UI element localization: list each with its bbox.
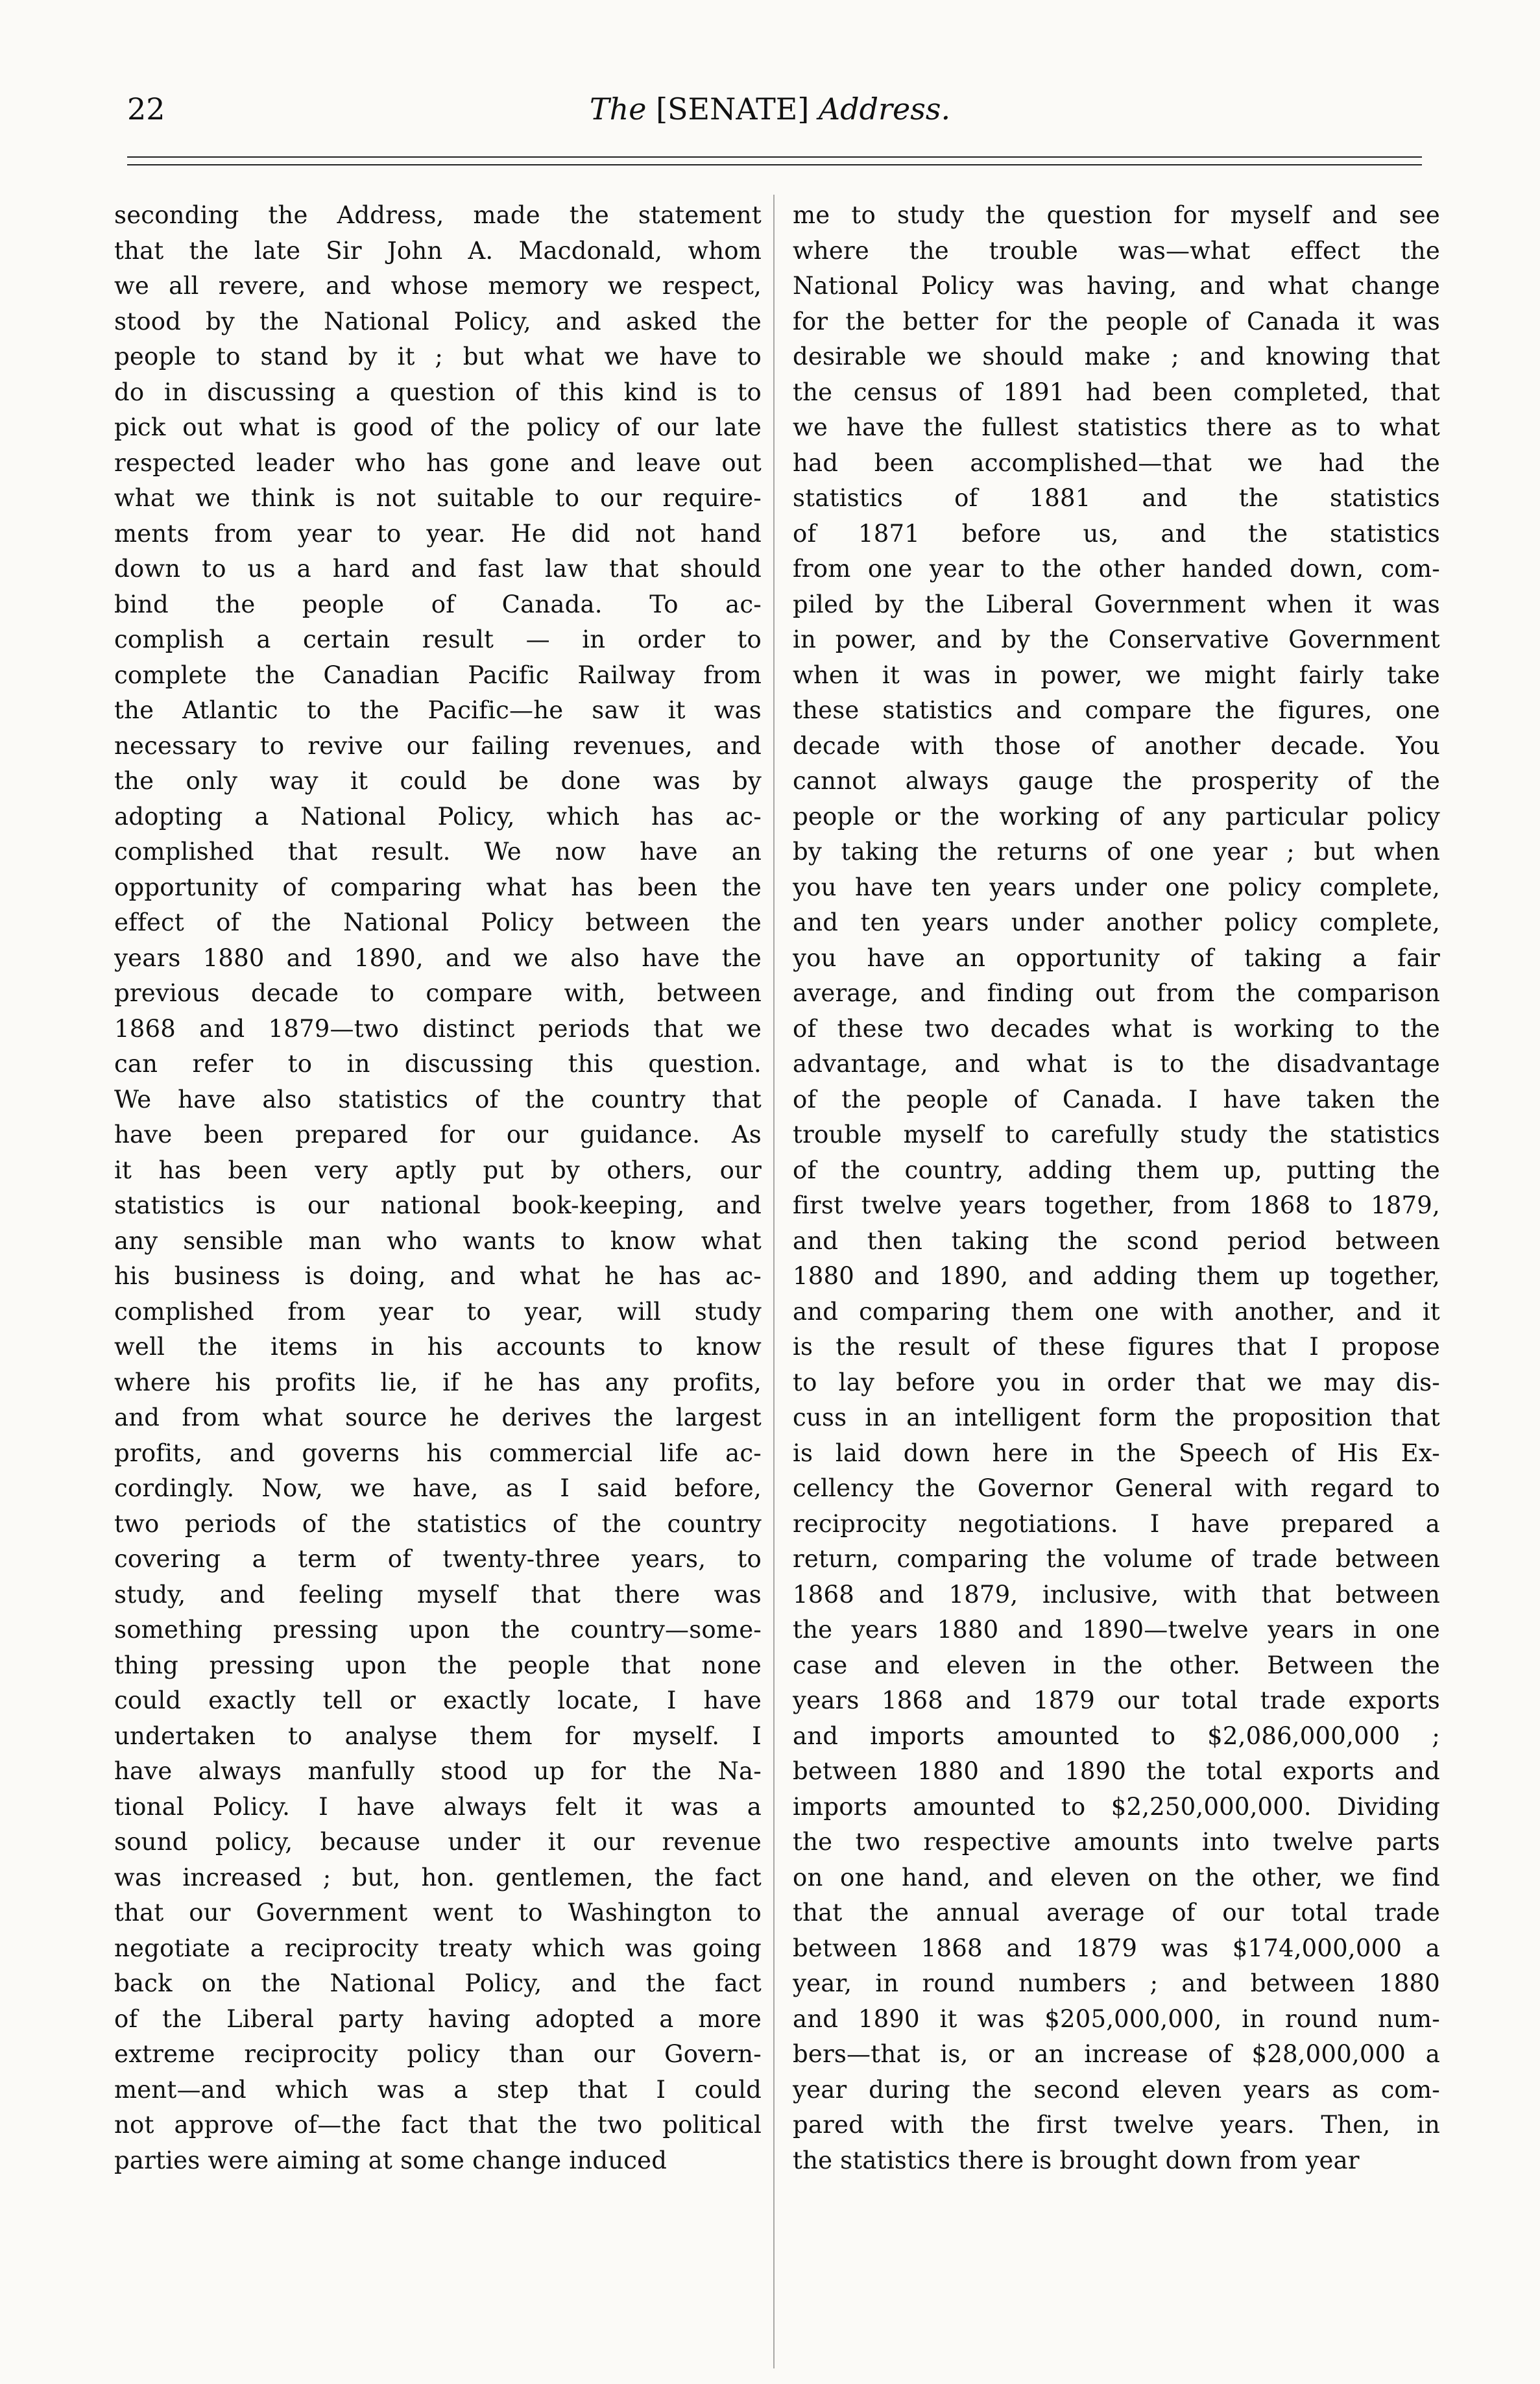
text-line: where the trouble was—what effect the	[793, 236, 1440, 265]
text-line: cellency the Governor General with regard to	[793, 1474, 1440, 1502]
text-line: is the result of these figures that I propose	[793, 1333, 1440, 1361]
text-line: previous decade to compare with, between	[114, 979, 762, 1007]
text-line: and from what source he derives the largest	[114, 1404, 762, 1431]
text-line: first twelve years together, from 1868 to 1879,	[793, 1191, 1440, 1219]
text-line: people to stand by it ; but what we have to	[114, 343, 762, 371]
text-line: back on the National Policy, and the fact	[114, 1969, 762, 1997]
text-line: his business is doing, and what he has ac-	[114, 1262, 762, 1290]
text-line: the years 1880 and 1890—twelve years in one	[793, 1616, 1440, 1644]
text-line: the Atlantic to the Pacific—he saw it was	[114, 696, 762, 724]
text-line: pared with the first twelve years. Then, in	[793, 2111, 1440, 2139]
text-line: average, and finding out from the comparison	[793, 979, 1440, 1007]
text-line: well the items in his accounts to know	[114, 1333, 762, 1361]
text-line: 1880 and 1890, and adding them up together,	[793, 1262, 1440, 1290]
text-line: and comparing them one with another, and it	[793, 1297, 1440, 1326]
text-line: desirable we should make ; and knowing that	[793, 343, 1440, 371]
text-line: cannot always gauge the prosperity of the	[793, 767, 1440, 795]
running-head-the: The	[589, 91, 647, 127]
text-line: have always manfully stood up for the Na-	[114, 1757, 762, 1785]
text-line: you have an opportunity of taking a fair	[793, 943, 1440, 972]
text-line: cordingly. Now, we have, as I said before,	[114, 1474, 762, 1502]
text-line: year during the second eleven years as com-	[793, 2075, 1440, 2104]
text-line: stood by the National Policy, and asked the	[114, 307, 762, 335]
text-line: it has been very aptly put by others, our	[114, 1156, 762, 1184]
text-line: not approve of—the fact that the two political	[114, 2111, 762, 2139]
text-line: years 1880 and 1890, and we also have the	[114, 943, 762, 972]
text-line: had been accomplished—that we had the	[793, 448, 1440, 477]
text-line: covering a term of twenty-three years, to	[114, 1545, 762, 1573]
text-line: reciprocity negotiations. I have prepared a	[793, 1509, 1440, 1538]
text-line: thing pressing upon the people that none	[114, 1651, 762, 1679]
text-line: between 1868 and 1879 was $174,000,000 a	[793, 1934, 1440, 1962]
text-line: complete the Canadian Pacific Railway from	[114, 661, 762, 689]
text-line: ments from year to year. He did not hand	[114, 519, 762, 548]
text-line: to lay before you in order that we may dis-	[793, 1368, 1440, 1396]
text-line: in power, and by the Conservative Government	[793, 626, 1440, 653]
text-line: the census of 1891 had been completed, that	[793, 378, 1440, 406]
text-line: statistics of 1881 and the statistics	[793, 484, 1440, 512]
text-line: imports amounted to $2,250,000,000. Dividing	[793, 1792, 1440, 1821]
text-line: year, in round numbers ; and between 1880	[793, 1969, 1440, 1997]
text-line: could exactly tell or exactly locate, I have	[114, 1686, 762, 1714]
text-line: complished from year to year, will study	[114, 1297, 762, 1326]
text-line: years 1868 and 1879 our total trade exports	[793, 1686, 1440, 1714]
header-rule-bottom	[127, 164, 1422, 165]
text-line: we have the fullest statistics there as to what	[793, 413, 1440, 441]
text-line: parties were aiming at some change induced	[114, 2146, 668, 2174]
text-line: and imports amounted to $2,086,000,000 ;	[793, 1721, 1440, 1750]
text-line: piled by the Liberal Government when it was	[793, 590, 1440, 618]
text-line: of these two decades what is working to the	[793, 1014, 1440, 1043]
text-line: that the annual average of our total trade	[793, 1899, 1440, 1927]
running-head-address: Address.	[818, 91, 951, 127]
text-line: decade with those of another decade. You	[793, 731, 1440, 760]
text-line: do in discussing a question of this kind is to	[114, 378, 762, 406]
column-divider	[773, 195, 775, 2368]
text-line: 1868 and 1879, inclusive, with that between	[793, 1580, 1440, 1609]
text-line: ment—and which was a step that I could	[114, 2075, 762, 2104]
text-line: the statistics there is brought down from year	[793, 2146, 1360, 2174]
text-line: any sensible man who wants to know what	[114, 1226, 762, 1255]
text-line: respected leader who has gone and leave out	[114, 448, 762, 477]
text-line: on one hand, and eleven on the other, we find	[793, 1863, 1440, 1891]
text-line: study, and feeling myself that there was	[114, 1580, 762, 1609]
text-line: of the Liberal party having adopted a more	[114, 2004, 762, 2033]
running-head-senate: [SENATE]	[656, 91, 810, 127]
text-line: something pressing upon the country—some-	[114, 1616, 762, 1644]
text-line: what we think is not suitable to our require-	[114, 484, 762, 512]
text-line: of 1871 before us, and the statistics	[793, 519, 1440, 548]
header-rule-top	[127, 156, 1422, 158]
text-line: adopting a National Policy, which has ac-	[114, 802, 762, 831]
text-line: where his profits lie, if he has any profits,	[114, 1368, 762, 1396]
text-line: 1868 and 1879—two distinct periods that we	[114, 1014, 762, 1043]
text-line: you have ten years under one policy complete,	[793, 873, 1440, 901]
text-line: and ten years under another policy complete,	[793, 908, 1440, 936]
text-line: sound policy, because under it our revenue	[114, 1828, 762, 1856]
text-line: when it was in power, we might fairly take	[793, 661, 1440, 689]
text-line: of the country, adding them up, putting the	[793, 1156, 1440, 1184]
text-line: We have also statistics of the country that	[114, 1085, 762, 1113]
text-line: and then taking the scond period between	[793, 1226, 1440, 1255]
text-line: for the better for the people of Canada it was	[793, 307, 1440, 335]
text-line: have been prepared for our guidance. As	[114, 1121, 762, 1149]
text-line: bind the people of Canada. To ac-	[114, 590, 762, 618]
text-line: cuss in an intelligent form the proposition that	[793, 1404, 1440, 1431]
text-line: negotiate a reciprocity treaty which was going	[114, 1934, 762, 1962]
text-line: we all revere, and whose memory we respect,	[114, 272, 762, 300]
text-line: complish a certain result — in order to	[114, 626, 762, 653]
text-line: that our Government went to Washington to	[114, 1899, 762, 1927]
text-line: is laid down here in the Speech of His Ex-	[793, 1439, 1440, 1467]
text-line: undertaken to analyse them for myself. I	[114, 1721, 762, 1750]
text-line: complished that result. We now have an	[114, 838, 762, 866]
text-line: people or the working of any particular policy	[793, 802, 1440, 831]
text-line: me to study the question for myself and see	[793, 201, 1440, 229]
text-line: statistics is our national book-keeping, and	[114, 1191, 762, 1219]
text-line: profits, and governs his commercial life ac-	[114, 1439, 762, 1467]
text-line: seconding the Address, made the statement	[114, 201, 762, 229]
text-line: case and eleven in the other. Between the	[793, 1651, 1440, 1679]
text-line: National Policy was having, and what change	[793, 272, 1440, 300]
right-text-column	[793, 198, 1440, 2178]
text-line: two periods of the statistics of the country	[114, 1509, 762, 1538]
text-line: advantage, and what is to the disadvantage	[793, 1050, 1440, 1078]
text-line: pick out what is good of the policy of our late	[114, 413, 762, 441]
running-head	[0, 91, 1540, 127]
text-line: from one year to the other handed down, com-	[793, 555, 1440, 583]
text-line: tional Policy. I have always felt it was a	[114, 1792, 762, 1821]
text-line: between 1880 and 1890 the total exports and	[793, 1757, 1440, 1785]
text-line: extreme reciprocity policy than our Govern-	[114, 2040, 762, 2068]
text-line: opportunity of comparing what has been the	[114, 873, 762, 901]
text-line: effect of the National Policy between the	[114, 908, 762, 936]
text-line: was increased ; but, hon. gentlemen, the fact	[114, 1863, 762, 1891]
page-number: 22	[127, 91, 165, 127]
text-line: return, comparing the volume of trade between	[793, 1545, 1440, 1573]
text-line: by taking the returns of one year ; but when	[793, 838, 1440, 866]
left-text-column	[114, 198, 762, 2178]
text-line: bers—that is, or an increase of $28,000,000 a	[793, 2040, 1440, 2068]
text-line: trouble myself to carefully study the statistics	[793, 1121, 1440, 1149]
text-line: the only way it could be done was by	[114, 767, 762, 795]
text-line: down to us a hard and fast law that should	[114, 555, 762, 583]
text-line: can refer to in discussing this question.	[114, 1050, 762, 1078]
text-line: necessary to revive our failing revenues, and	[114, 731, 762, 760]
text-line: and 1890 it was $205,000,000, in round num-	[793, 2004, 1440, 2033]
text-line: of the people of Canada. I have taken the	[793, 1085, 1440, 1113]
text-line: that the late Sir John A. Macdonald, whom	[114, 236, 762, 265]
text-line: these statistics and compare the figures, one	[793, 696, 1440, 724]
text-line: the two respective amounts into twelve parts	[793, 1828, 1440, 1856]
